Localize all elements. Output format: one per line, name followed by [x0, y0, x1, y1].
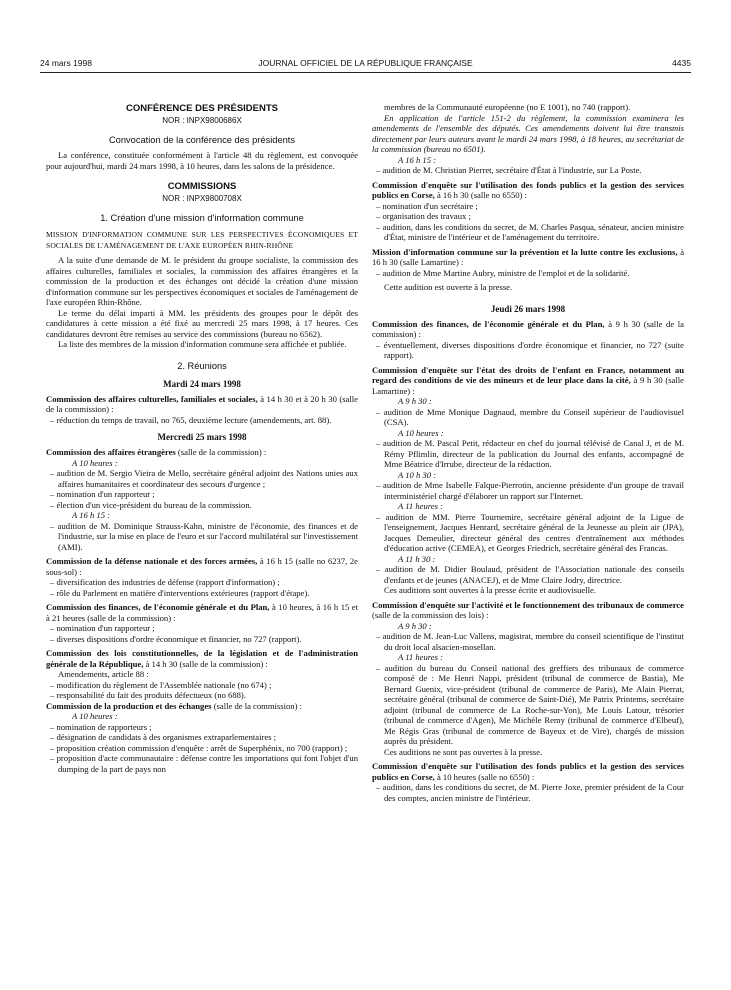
entry-affaires-etrangeres: Commission des affaires étrangères (salle de la commission) : — [46, 447, 267, 457]
header-date: 24 mars 1998 — [40, 58, 92, 68]
list-item: – audition de M. Dominique Strauss-Kahn, ministre de l'économie, des finances et de l'industrie, sur la mise en place de l'euro et sur l'accord multilatéral sur l'investissement (AMI). — [50, 520, 358, 552]
list-item: – audition de M. Christian Pierret, secrétaire d'État à l'industrie, sur La Poste. — [376, 165, 642, 175]
application-note: En application de l'article 151-2 du règlement, la commission examinera les amendements de l'ensemble des députés. Ces amendements doivent lui être transmis directement par leurs auteurs avant le mardi 24 mars 1998, à 18 heures, au secrétariat de la commission (bureau no 6501). — [372, 112, 684, 154]
list-item: – audition de M. Didier Boulaud, président de l'Association nationale des conseils d'enfants et de jeunes (ANACEJ), et de Mme Claire Jodry, directrice. — [376, 564, 684, 585]
commissions-title: COMMISSIONS — [167, 181, 237, 192]
list-item: – organisation des travaux ; — [376, 211, 471, 221]
amendements-label: Amendements, article 88 : — [58, 669, 149, 679]
time-label: A 9 h 30 : — [398, 396, 432, 406]
list-item: – réduction du temps de travail, no 765, deuxième lecture (amendements, art. 88). — [50, 414, 332, 425]
list-item: – audition du bureau du Conseil national des greffiers des tribunaux de commerce composé de : Me Henri Nappi, président (tribunal de commerce de Bastia), Me Bernard Guenix, vice-président (tribunal de commerce de Paris), Me Alain Pierrat, secrétaire général (tribunal de commerce de Saint-Dié), Me Patrix Printems, secrétaire adjoint (tribunal de commerce de La Roche-sur-Yon), Me Louis Latour, trésorier (tribunal de commerce d'Agen), Me Michèle Remy (tribunal de commerce d'Elbeuf), Me Régis Gras (tribunal de commerce de Bayeux et de Vire), chargés de mission auprès du président. — [376, 662, 684, 746]
convocation-title: Convocation de la conférence des présidents — [108, 135, 296, 145]
press-note: Cette audition est ouverte à la presse. — [384, 282, 513, 292]
list-item: – audition de Mme Martine Aubry, ministre de l'emploi et de la solidarité. — [376, 267, 630, 278]
entry-enquete-corse: Commission d'enquête sur l'utilisation des fonds publics et la gestion des services publics en Corse, à 16 h 30 (salle no 6550) : — [372, 179, 684, 200]
press-note: Ces auditions sont ouvertes à la presse écrite et audiovisuelle. — [384, 585, 596, 595]
list-item: – proposition d'acte communautaire : défense contre les importations qui font l'objet d'un dumping de la part de pays non — [50, 753, 358, 774]
list-item: – élection d'un vice-président du bureau de la commission. — [50, 499, 252, 510]
header-rule — [40, 72, 691, 73]
list-item: – modification du règlement de l'Assemblée nationale (no 674) ; — [50, 679, 272, 690]
time-label: A 10 h 30 : — [398, 469, 437, 480]
right-column — [372, 102, 684, 988]
day-jeudi: Jeudi 26 mars 1998 — [490, 303, 566, 314]
mission-caps-title: MISSION D'INFORMATION COMMUNE SUR LES PERSPECTIVES ÉCONOMIQUES ET SOCIALES DE L'AMÉNAGEMENT DE L'AXE EUROPÉEN RHIN-RHÔNE — [46, 230, 358, 250]
day-mardi: Mardi 24 mars 1998 — [163, 378, 241, 389]
header-journal-title: JOURNAL OFFICIEL DE LA RÉPUBLIQUE FRANÇAISE — [258, 58, 473, 68]
list-item: – diverses dispositions d'ordre économique et financier, no 727 (rapport). — [50, 633, 302, 644]
list-item: – audition de M. Sergio Vieira de Mello, secrétaire général adjoint des Nations unies aux affaires humanitaires et coordinateur des secours d'urgence ; — [50, 468, 358, 489]
left-column — [46, 103, 358, 988]
mission-paragraph-2: Le terme du délai imparti à MM. les présidents des groupes pour le dépôt des candidatures à cette mission a été fixé au mercredi 25 mars 1998, à 17 heures. Ces candidatures devront être remises au service des commissions (bureau no 6562). — [46, 307, 358, 339]
list-item: – éventuellement, diverses dispositions d'ordre économique et financier, no 727 (suite rapport). — [376, 339, 684, 360]
day-mercredi: Mercredi 25 mars 1998 — [157, 432, 247, 442]
time-label: A 10 heures : — [398, 427, 444, 438]
time-label: A 16 h 15 : — [72, 510, 111, 520]
list-item: – audition de MM. Pierre Tournemire, secrétaire général adjoint de la Ligue de l'enseignement, Jacques Henrard, secrétaire général de la Jeunesse au plein air (JPA), Jacques Demeulier, directeur général des centres d'entraînement aux méthodes d'éducation active (CEMEA), et Georges Friedrich, secrétaire général des Francas. — [376, 511, 684, 553]
entry-defense-nationale: Commission de la défense nationale et des forces armées, à 16 h 15 (salle no 6237, 2e sous-sol) : — [46, 556, 358, 577]
list-item: – proposition création commission d'enquête : arrêt de Superphénix, no 700 (rapport) ; — [50, 742, 348, 753]
continued-item: membres de la Communauté européenne (no E 1001), no 740 (rapport). — [384, 102, 631, 112]
commissions-nor: NOR : INPX9800708X — [162, 194, 242, 203]
time-label: A 16 h 15 : — [398, 154, 437, 165]
list-item: – diversification des industries de défense (rapport d'information) ; — [50, 577, 280, 587]
list-item: – nomination d'un secrétaire ; — [376, 200, 478, 211]
list-item: – nomination de rapporteurs ; — [50, 721, 152, 732]
time-label: A 9 h 30 : — [398, 620, 432, 631]
list-item: – audition, dans les conditions du secret, de M. Charles Pasqua, sénateur, ancien ministre d'État, ministre de l'intérieur et de l'aménagement du territoire. — [376, 221, 684, 242]
entry-mission-exclusions: Mission d'information commune sur la prévention et la lutte contre les exclusions, à 16 h 30 (salle Lamartine) : — [372, 246, 684, 267]
entry-finances-jeudi: Commission des finances, de l'économie générale et du Plan, à 9 h 30 (salle de la commission) : — [372, 318, 684, 339]
entry-enquete-enfant: Commission d'enquête sur l'état des droits de l'enfant en France, notamment au regard des conditions de vie des mineurs et de leur place dans la cité, à 9 h 30 (salle Lamartine) : — [372, 364, 684, 396]
entry-enquete-tribunaux: Commission d'enquête sur l'activité et le fonctionnement des tribunaux de commerce (salle de la commission des lois) : — [372, 599, 684, 620]
time-label: A 10 heures : — [72, 711, 118, 721]
entry-production-echanges: Commission de la production et des échanges (salle de la commission) : — [46, 700, 302, 711]
mission-paragraph-3: La liste des membres de la mission d'information commune sera affichée et publiée. — [58, 339, 347, 349]
time-label: A 11 heures : — [398, 501, 443, 511]
conference-nor: NOR : INPX9800686X — [162, 116, 242, 125]
entry-enquete-corse-2: Commission d'enquête sur l'utilisation des fonds publics et la gestion des services publics en Corse, à 10 heures (salle no 6550) : — [372, 761, 684, 782]
mission-paragraph-1: A la suite d'une demande de M. le président du groupe socialiste, la commission des affaires culturelles, familiales et sociales, la commission des affaires étrangères et la commission de la production et des échanges ont décidé la création d'une mission d'information commune sur les perspectives économiques et sociales de l'aménagement de l'axe européen Rhin-Rhône. — [46, 255, 358, 307]
list-item: – nomination d'un rapporteur ; — [50, 489, 155, 499]
entry-finances: Commission des finances, de l'économie générale et du Plan, à 10 heures, à 16 h 15 et à 21 heures (salle de la commission) : — [46, 602, 358, 623]
list-item: – audition de Mme Monique Dagnaud, membre du Conseil supérieur de l'audiovisuel (CSA). — [376, 406, 684, 427]
press-note: Ces auditions ne sont pas ouvertes à la presse. — [384, 746, 543, 757]
conference-title: CONFÉRENCE DES PRÉSIDENTS — [125, 103, 279, 114]
list-item: – désignation de candidats à des organismes extraparlementaires ; — [50, 732, 277, 742]
entry-lois-constitutionnelles: Commission des lois constitutionnelles, de la législation et de l'administration générale de la République, à 14 h 30 (salle de la commission) : — [46, 648, 358, 669]
list-item: – nomination d'un rapporteur ; — [50, 623, 155, 633]
time-label: A 10 heures : — [72, 457, 118, 468]
entry-affaires-culturelles: Commission des affaires culturelles, familiales et sociales, à 14 h 30 et à 20 h 30 (salle de la commission) : — [46, 393, 358, 414]
list-item: – audition de Mme Isabelle Falque-Pierrotin, ancienne présidente d'un groupe de travail interministériel chargé d'élaborer un rapport sur l'Internet. — [376, 480, 684, 501]
convocation-text: La conférence, constituée conformément à l'article 48 du règlement, est convoquée pour aujourd'hui, mardi 24 mars 1998, à 10 heures, dans les salons de la présidence. — [46, 150, 358, 171]
reunions-title: 2. Réunions — [177, 360, 227, 371]
list-item: – rôle du Parlement en matière d'interventions extérieures (rapport d'étape). — [50, 587, 310, 598]
header-page-number: 4435 — [672, 58, 691, 68]
list-item: – audition de M. Jean-Luc Vallens, magistrat, membre du conseil scientifique de l'institut du droit local alsacien-mosellan. — [376, 631, 684, 652]
time-label: A 11 heures : — [398, 652, 443, 662]
time-label: A 11 h 30 : — [398, 553, 436, 564]
list-item: – audition de M. Pascal Petit, rédacteur en chef du journal télévisé de Canal J, et de M. Rémy Pflimlin, directeur de la publication du Journal des enfants, accompagné de Mme Béatrice d'Irrube, directeur de la rédaction. — [376, 438, 684, 469]
list-item: – audition, dans les conditions du secret, de M. Pierre Joxe, premier président de la Cour des comptes, ancien ministre de l'intérieur. — [376, 782, 684, 803]
list-item: – responsabilité du fait des produits défectueux (no 688). — [50, 690, 246, 700]
page-header — [40, 58, 691, 70]
creation-mission-title: 1. Création d'une mission d'information commune — [100, 213, 304, 223]
